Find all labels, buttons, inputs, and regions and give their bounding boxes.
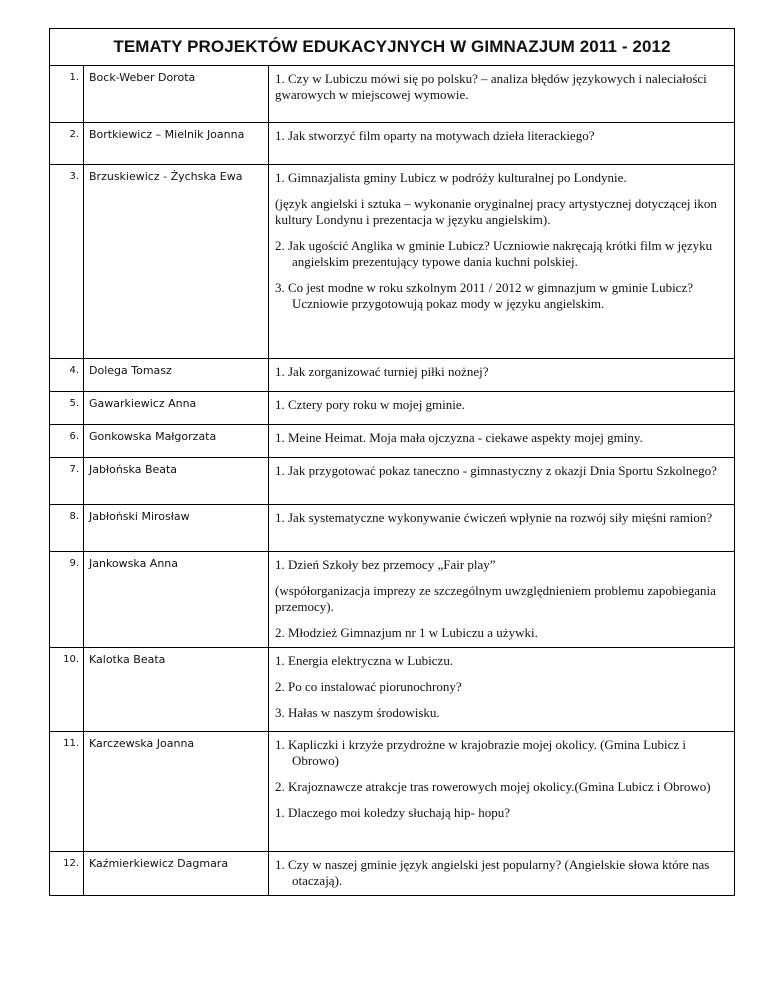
teacher-name: Karczewska Joanna (84, 732, 269, 852)
project-topic: 2. Młodzież Gimnazjum nr 1 w Lubiczu a używki. (275, 625, 538, 640)
project-topics (269, 165, 735, 359)
row-number: 12. (50, 852, 84, 896)
row-number: 10. (50, 648, 84, 732)
project-topic: 3. Co jest modne w roku szkolnym 2011 / 2012 w gimnazjum w gminie Lubicz? Uczniowie przygotowują pokaz mody w języku angielskim. (275, 280, 693, 311)
project-topics (269, 552, 735, 648)
teacher-name: Jabłoński Mirosław (84, 505, 269, 552)
project-topics (269, 66, 735, 123)
teacher-name: Jankowska Anna (84, 552, 269, 648)
project-topic: 1. Czy w Lubiczu mówi się po polsku? – analiza błędów językowych i naleciałości gwarowych w miejscowej wymowie. (275, 71, 707, 102)
table-row (50, 505, 735, 552)
table-row (50, 66, 735, 123)
teacher-name: Dolega Tomasz (84, 359, 269, 392)
projects-table (49, 28, 735, 896)
project-topic: 2. Krajoznawcze atrakcje tras rowerowych mojej okolicy.(Gmina Lubicz i Obrowo) (275, 779, 711, 794)
row-number: 11. (50, 732, 84, 852)
teacher-name: Bortkiewicz – Mielnik Joanna (84, 123, 269, 165)
teacher-name: Kalotka Beata (84, 648, 269, 732)
row-number: 9. (50, 552, 84, 648)
row-number: 1. (50, 66, 84, 123)
project-topics (269, 392, 735, 425)
projects-table-body (50, 29, 735, 896)
table-row (50, 458, 735, 505)
project-topic: 1. Cztery pory roku w mojej gminie. (275, 397, 465, 412)
teacher-name: Gawarkiewicz Anna (84, 392, 269, 425)
project-topic: (język angielski i sztuka – wykonanie oryginalnej pracy artystycznej dotyczącej ikon kultury Londynu i prezentacja w języku angielskim). (275, 196, 717, 227)
table-row (50, 123, 735, 165)
project-topic: 1. Kapliczki i krzyże przydrożne w krajobrazie mojej okolicy. (Gmina Lubicz i Obrowo) (275, 737, 687, 768)
table-row (50, 392, 735, 425)
project-topic: 2. Jak ugościć Anglika w gminie Lubicz? Uczniowie nakręcają krótki film w języku angielskim prezentujący typowe dania kuchni polskiej. (275, 238, 713, 269)
project-topics (269, 648, 735, 732)
project-topic: 2. Po co instalować piorunochrony? (275, 679, 462, 694)
teacher-name: Kaźmierkiewicz Dagmara (84, 852, 269, 896)
table-row (50, 425, 735, 458)
project-topics (269, 732, 735, 852)
table-row (50, 732, 735, 852)
teacher-name: Brzuskiewicz - Żychska Ewa (84, 165, 269, 359)
project-topic: 1. Jak przygotować pokaz taneczno - gimnastyczny z okazji Dnia Sportu Szkolnego? (275, 463, 717, 478)
row-number: 6. (50, 425, 84, 458)
row-number: 5. (50, 392, 84, 425)
row-number: 7. (50, 458, 84, 505)
teacher-name: Bock-Weber Dorota (84, 66, 269, 123)
table-row (50, 165, 735, 359)
teacher-name: Jabłońska Beata (84, 458, 269, 505)
project-topic: 1. Gimnazjalista gminy Lubicz w podróży kulturalnej po Londynie. (275, 170, 627, 185)
row-number: 2. (50, 123, 84, 165)
row-number: 8. (50, 505, 84, 552)
project-topic: 1. Energia elektryczna w Lubiczu. (275, 653, 454, 668)
table-row (50, 552, 735, 648)
project-topic: 1. Czy w naszej gminie język angielski jest popularny? (Angielskie słowa które nas otaczają). (275, 857, 710, 888)
title-row (50, 29, 735, 66)
document-page (49, 28, 735, 896)
project-topics (269, 852, 735, 896)
teacher-name: Gonkowska Małgorzata (84, 425, 269, 458)
project-topic: 1. Jak systematyczne wykonywanie ćwiczeń wpłynie na rozwój siły mięśni ramion? (275, 510, 713, 525)
project-topics (269, 123, 735, 165)
project-topic: 1. Jak stworzyć film oparty na motywach dzieła literackiego? (275, 128, 595, 143)
project-topic: (współorganizacja imprezy ze szczególnym uwzględnieniem problemu zapobiegania przemocy). (275, 583, 716, 614)
table-row (50, 648, 735, 732)
project-topic: 1. Jak zorganizować turniej piłki nożnej? (275, 364, 489, 379)
project-topics (269, 505, 735, 552)
table-row (50, 359, 735, 392)
row-number: 3. (50, 165, 84, 359)
project-topics (269, 425, 735, 458)
row-number: 4. (50, 359, 84, 392)
project-topic: 1. Dzień Szkoły bez przemocy „Fair play” (275, 557, 496, 572)
project-topic: 1. Meine Heimat. Moja mała ojczyzna - ciekawe aspekty mojej gminy. (275, 430, 643, 445)
project-topic: 1. Dlaczego moi koledzy słuchają hip- hopu? (275, 805, 511, 820)
table-row (50, 852, 735, 896)
document-title: TEMATY PROJEKTÓW EDUKACYJNYCH W GIMNAZJUM 2011 - 2012 (50, 29, 735, 66)
project-topics (269, 359, 735, 392)
project-topics (269, 458, 735, 505)
project-topic: 3. Hałas w naszym środowisku. (275, 705, 440, 720)
